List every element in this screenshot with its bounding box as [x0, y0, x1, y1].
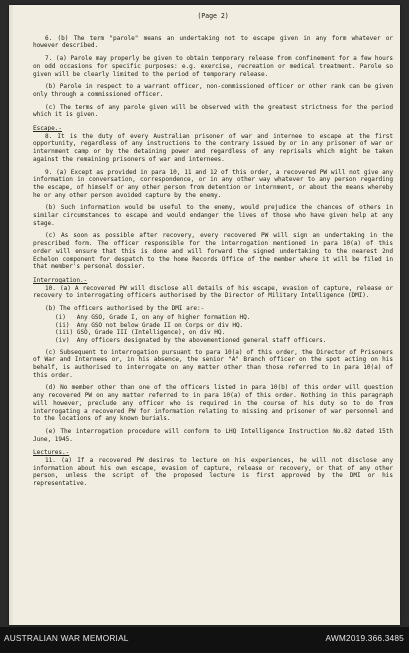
paragraph-7a: 7. (a) Parole may properly be given to obtain temporary release from confinement for a few hours on odd occasions for specific purposes: e.g. exercise, recreation or medical treatment. Parole so given will be clearly limited to the period of temporary release.	[33, 55, 393, 78]
paragraph-8: 8. It is the duty of every Australian prisoner of war and internee to escape at the first opportunity, regardless of any instructions to the contrary issued by or in any prisoner of war or internment camp or by the detaining power and regardless of any reprisals which might be taken against the remaining prisoners of war and internees.	[33, 132, 393, 163]
authorised-officer-list	[55, 314, 393, 345]
list-item: (iii) GSO, Grade III (Intelligence), on div HQ.	[55, 329, 226, 337]
archive-footer-bar	[0, 627, 409, 653]
catalogue-id: AWM2019.366.3485	[325, 633, 404, 643]
list-item: (i) Any GSO, Grade I, on any of higher formation HQ.	[55, 313, 251, 321]
paragraph-10d: (d) No member other than one of the officers listed in para 10(b) of this order will question any recovered PW on any matter referred to in para 10(a) of this order. Nothing in this paragraph will however, preclude any officer who is required in the course of his duty so to do from interrogating a recovered PW for information relating to missing and prisoner of war personnel and to the locations of any known burials.	[33, 384, 393, 423]
section-heading-interrogation: Interrogation.-	[33, 276, 88, 284]
paragraph-9c: (c) As soon as possible after recovery, every recovered PW will sign an undertaking in the prescribed form. The officer responsible for the interrogation mentioned in para 10(a) of this order will ensure that this is done and will forward the signed undertaking to the nearest 2nd Echelon component for despatch to the home Records Office of the member where it will be filed in that member's personal dossier.	[33, 232, 393, 271]
paragraph-9b: (b) Such information would be useful to the enemy, would prejudice the chances of others in similar circumstances to escape and would endanger the lives of those who have given help at any stage.	[33, 204, 393, 227]
paragraph-7c: (c) The terms of any parole given will be observed with the greatest strictness for the period which it is given.	[33, 103, 393, 119]
paragraph-10b: (b) The officers authorised by the DMI are:-	[45, 305, 205, 313]
paragraph-10c: (c) Subsequent to interrogation pursuant to para 10(a) of this order, the Director of Prisoners of War and Internees or, in his absence, the senior "A" Branch officer on the spot acting on his behalf, is authorised to interrogate on any matter other than those referred to in para 10(a) of this order.	[33, 348, 393, 379]
paragraph-9a: 9. (a) Except as provided in para 10, 11 and 12 of this order, a recovered PW will not give any information in conversation, correspondence, or in any other way whatever to any person regarding the escape, of himself or any other person from detention or internment, or about the means whereby he or any other person avoided capture by the enemy.	[33, 168, 393, 199]
list-item: (ii) Any GSO not below Grade II on Corps or div HQ.	[55, 321, 244, 329]
document-page	[9, 5, 400, 625]
archive-name: AUSTRALIAN WAR MEMORIAL	[4, 633, 129, 643]
section-heading-escape: Escape.-	[33, 125, 62, 133]
list-item: (iv) Any officers designated by the abovementioned general staff officers.	[55, 336, 327, 344]
section-heading-lectures: Lectures.-	[33, 449, 70, 457]
paragraph-11a: 11. (a) If a recovered PW desires to lecture on his experiences, he will not disclose any information about his own escape, evasion of capture, release or recovery, or that of any other person, unless the script of the proposed lecture is first approved by the DMI or his representative.	[33, 457, 393, 488]
paragraph-10e: (e) The interrogation procedure will conform to LHQ Intelligence Instruction No.82 dated 15th June, 1945.	[33, 427, 393, 443]
paragraph-7b: (b) Parole in respect to a warrant officer, non-commissioned officer or other rank can be given only through a commissioned officer.	[33, 83, 393, 98]
paragraph-10a: 10. (a) A recovered PW will disclose all details of his escape, evasion of capture, release or recovery to interrogating officers authorised by the Director of Military Intelligence (DMI).	[33, 284, 393, 300]
paragraph-6b: 6. (b) The term "parole" means an undertaking not to escape given in any form whatever or however described.	[33, 34, 393, 50]
page-number: (Page 2)	[197, 12, 229, 20]
document-body	[33, 13, 393, 493]
